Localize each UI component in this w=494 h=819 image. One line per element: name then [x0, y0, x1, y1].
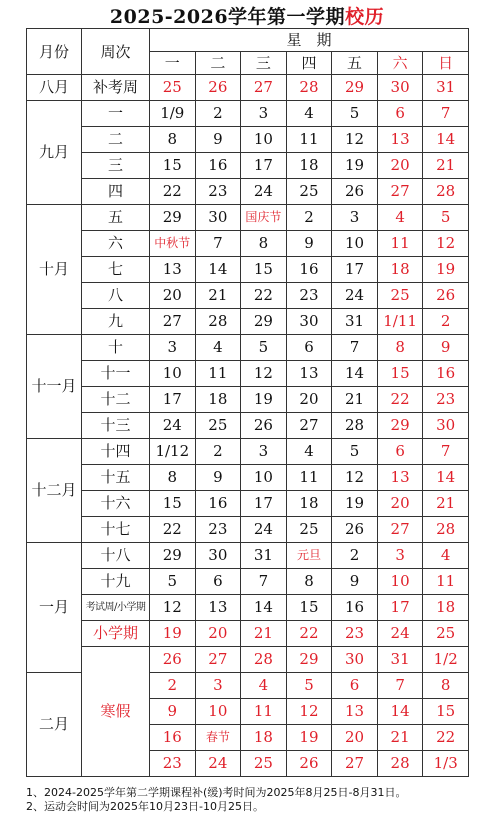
day-cell: 12	[286, 699, 332, 725]
day-cell: 1/12	[150, 439, 196, 465]
day-cell: 20	[377, 491, 423, 517]
day-cell: 20	[332, 725, 378, 751]
day-cell: 12	[332, 465, 378, 491]
week-row	[27, 101, 469, 127]
week-cell: 十七	[82, 517, 150, 543]
day-cell: 7	[423, 101, 469, 127]
day-cell: 24	[332, 283, 378, 309]
header-day: 五	[332, 52, 378, 75]
day-cell: 14	[332, 361, 378, 387]
day-cell: 20	[195, 621, 241, 647]
week-row	[27, 595, 469, 621]
week-row	[27, 465, 469, 491]
week-row	[27, 153, 469, 179]
day-cell: 中秋节	[150, 231, 196, 257]
day-cell: 26	[241, 413, 287, 439]
week-cell: 十三	[82, 413, 150, 439]
week-row	[27, 231, 469, 257]
week-row	[27, 621, 469, 647]
title-main: 2025-2026学年第一学期	[109, 6, 346, 28]
week-row	[27, 309, 469, 335]
footnote: 2、运动会时间为2025年10月23日-10月25日。	[26, 800, 264, 813]
day-cell: 12	[241, 361, 287, 387]
week-cell: 二	[82, 127, 150, 153]
day-cell: 12	[150, 595, 196, 621]
day-cell: 8	[150, 127, 196, 153]
day-cell: 5	[286, 673, 332, 699]
day-cell: 19	[332, 491, 378, 517]
day-cell: 1/3	[423, 751, 469, 777]
day-cell: 29	[286, 647, 332, 673]
header-month: 月份	[27, 29, 82, 75]
day-cell: 11	[377, 231, 423, 257]
day-cell: 6	[195, 569, 241, 595]
day-cell: 23	[195, 517, 241, 543]
day-cell: 20	[377, 153, 423, 179]
month-cell: 十二月	[27, 439, 82, 543]
day-cell: 11	[286, 465, 332, 491]
day-cell: 14	[241, 595, 287, 621]
day-cell: 13	[377, 127, 423, 153]
day-cell: 30	[195, 543, 241, 569]
week-row	[27, 517, 469, 543]
day-cell: 22	[150, 517, 196, 543]
day-cell: 3	[377, 543, 423, 569]
week-row	[27, 75, 469, 101]
day-cell: 16	[195, 153, 241, 179]
week-cell: 三	[82, 153, 150, 179]
footnote: 1、2024-2025学年第二学期课程补(缓)考时间为2025年8月25日-8月31日。	[26, 786, 407, 799]
day-cell: 30	[286, 309, 332, 335]
week-cell: 十八	[82, 543, 150, 569]
day-cell: 13	[332, 699, 378, 725]
week-cell: 十二	[82, 387, 150, 413]
month-cell: 二月	[27, 673, 82, 777]
day-cell: 13	[195, 595, 241, 621]
week-cell: 八	[82, 283, 150, 309]
day-cell: 7	[195, 231, 241, 257]
day-cell: 29	[150, 205, 196, 231]
day-cell: 14	[195, 257, 241, 283]
week-cell: 四	[82, 179, 150, 205]
day-cell: 25	[150, 75, 196, 101]
day-cell: 14	[377, 699, 423, 725]
week-cell: 七	[82, 257, 150, 283]
day-cell: 8	[150, 465, 196, 491]
day-cell: 9	[332, 569, 378, 595]
header-week: 周次	[82, 29, 150, 75]
day-cell: 22	[377, 387, 423, 413]
day-cell: 2	[150, 673, 196, 699]
day-cell: 25	[195, 413, 241, 439]
day-cell: 1/2	[423, 647, 469, 673]
day-cell: 3	[332, 205, 378, 231]
day-cell: 2	[195, 439, 241, 465]
month-cell: 十月	[27, 205, 82, 335]
day-cell: 28	[423, 517, 469, 543]
day-cell: 17	[150, 387, 196, 413]
day-cell: 2	[286, 205, 332, 231]
week-row	[27, 257, 469, 283]
day-cell: 30	[195, 205, 241, 231]
day-cell: 13	[150, 257, 196, 283]
day-cell: 28	[241, 647, 287, 673]
month-cell: 八月	[27, 75, 82, 101]
day-cell: 春节	[195, 725, 241, 751]
week-row	[27, 439, 469, 465]
day-cell: 4	[195, 335, 241, 361]
day-cell: 25	[377, 283, 423, 309]
day-cell: 3	[241, 101, 287, 127]
day-cell: 18	[286, 153, 332, 179]
day-cell: 6	[332, 673, 378, 699]
day-cell: 28	[423, 179, 469, 205]
day-cell: 9	[423, 335, 469, 361]
day-cell: 24	[195, 751, 241, 777]
week-row	[27, 647, 469, 673]
day-cell: 19	[150, 621, 196, 647]
day-cell: 21	[423, 491, 469, 517]
day-cell: 29	[241, 309, 287, 335]
header-row-1	[27, 29, 469, 52]
day-cell: 4	[286, 439, 332, 465]
header-day: 四	[286, 52, 332, 75]
day-cell: 23	[150, 751, 196, 777]
day-cell: 29	[332, 75, 378, 101]
day-cell: 27	[377, 517, 423, 543]
day-cell: 2	[332, 543, 378, 569]
header-weekday: 星 期	[150, 29, 469, 52]
header-day: 二	[195, 52, 241, 75]
page-title	[0, 2, 494, 29]
day-cell: 21	[332, 387, 378, 413]
day-cell: 18	[195, 387, 241, 413]
day-cell: 7	[332, 335, 378, 361]
day-cell: 30	[377, 75, 423, 101]
week-row	[27, 283, 469, 309]
day-cell: 8	[241, 231, 287, 257]
week-cell: 十九	[82, 569, 150, 595]
day-cell: 11	[423, 569, 469, 595]
day-cell: 26	[332, 179, 378, 205]
day-cell: 28	[332, 413, 378, 439]
week-row	[27, 205, 469, 231]
week-cell: 十四	[82, 439, 150, 465]
day-cell: 9	[286, 231, 332, 257]
day-cell: 17	[241, 153, 287, 179]
day-cell: 14	[423, 127, 469, 153]
day-cell: 9	[195, 465, 241, 491]
day-cell: 22	[286, 621, 332, 647]
day-cell: 17	[332, 257, 378, 283]
week-row	[27, 543, 469, 569]
day-cell: 7	[377, 673, 423, 699]
title-suffix: 校历	[345, 6, 385, 28]
day-cell: 2	[195, 101, 241, 127]
week-cell: 十五	[82, 465, 150, 491]
day-cell: 22	[241, 283, 287, 309]
footnotes	[26, 786, 407, 814]
day-cell: 23	[423, 387, 469, 413]
day-cell: 15	[377, 361, 423, 387]
day-cell: 27	[150, 309, 196, 335]
header-day: 日	[423, 52, 469, 75]
day-cell: 23	[286, 283, 332, 309]
day-cell: 24	[241, 517, 287, 543]
day-cell: 2	[423, 309, 469, 335]
day-cell: 5	[332, 439, 378, 465]
week-cell: 五	[82, 205, 150, 231]
day-cell: 16	[150, 725, 196, 751]
day-cell: 9	[150, 699, 196, 725]
day-cell: 10	[377, 569, 423, 595]
day-cell: 国庆节	[241, 205, 287, 231]
day-cell: 1/9	[150, 101, 196, 127]
day-cell: 10	[332, 231, 378, 257]
day-cell: 5	[332, 101, 378, 127]
day-cell: 13	[377, 465, 423, 491]
day-cell: 8	[286, 569, 332, 595]
day-cell: 31	[423, 75, 469, 101]
day-cell: 16	[286, 257, 332, 283]
week-row	[27, 361, 469, 387]
day-cell: 24	[150, 413, 196, 439]
header-day: 六	[377, 52, 423, 75]
day-cell: 26	[423, 283, 469, 309]
day-cell: 17	[241, 491, 287, 517]
day-cell: 18	[423, 595, 469, 621]
day-cell: 23	[195, 179, 241, 205]
day-cell: 18	[377, 257, 423, 283]
day-cell: 19	[423, 257, 469, 283]
day-cell: 9	[195, 127, 241, 153]
day-cell: 19	[241, 387, 287, 413]
day-cell: 7	[423, 439, 469, 465]
week-row	[27, 335, 469, 361]
week-cell: 九	[82, 309, 150, 335]
day-cell: 28	[286, 75, 332, 101]
day-cell: 4	[241, 673, 287, 699]
day-cell: 30	[332, 647, 378, 673]
day-cell: 13	[286, 361, 332, 387]
day-cell: 10	[241, 127, 287, 153]
day-cell: 31	[241, 543, 287, 569]
day-cell: 6	[377, 439, 423, 465]
week-cell: 考试周/小学期	[82, 595, 150, 621]
day-cell: 11	[286, 127, 332, 153]
day-cell: 15	[286, 595, 332, 621]
day-cell: 27	[332, 751, 378, 777]
day-cell: 14	[423, 465, 469, 491]
day-cell: 11	[195, 361, 241, 387]
day-cell: 27	[195, 647, 241, 673]
day-cell: 24	[241, 179, 287, 205]
week-row	[27, 387, 469, 413]
day-cell: 3	[241, 439, 287, 465]
day-cell: 4	[377, 205, 423, 231]
week-row	[27, 491, 469, 517]
day-cell: 25	[286, 517, 332, 543]
week-cell: 六	[82, 231, 150, 257]
day-cell: 25	[286, 179, 332, 205]
day-cell: 31	[377, 647, 423, 673]
day-cell: 29	[150, 543, 196, 569]
day-cell: 23	[332, 621, 378, 647]
day-cell: 21	[241, 621, 287, 647]
week-cell: 寒假	[82, 647, 150, 777]
day-cell: 21	[377, 725, 423, 751]
month-cell: 一月	[27, 543, 82, 673]
day-cell: 8	[377, 335, 423, 361]
day-cell: 元旦	[286, 543, 332, 569]
day-cell: 15	[423, 699, 469, 725]
day-cell: 10	[241, 465, 287, 491]
day-cell: 16	[332, 595, 378, 621]
day-cell: 31	[332, 309, 378, 335]
header-day: 一	[150, 52, 196, 75]
week-cell: 一	[82, 101, 150, 127]
day-cell: 20	[150, 283, 196, 309]
month-cell: 九月	[27, 101, 82, 205]
day-cell: 5	[423, 205, 469, 231]
day-cell: 15	[241, 257, 287, 283]
day-cell: 27	[286, 413, 332, 439]
week-cell: 十一	[82, 361, 150, 387]
week-row	[27, 179, 469, 205]
day-cell: 17	[377, 595, 423, 621]
day-cell: 22	[423, 725, 469, 751]
day-cell: 3	[195, 673, 241, 699]
day-cell: 18	[241, 725, 287, 751]
day-cell: 15	[150, 153, 196, 179]
calendar-table	[26, 28, 469, 777]
day-cell: 21	[423, 153, 469, 179]
day-cell: 16	[423, 361, 469, 387]
day-cell: 24	[377, 621, 423, 647]
day-cell: 19	[332, 153, 378, 179]
day-cell: 12	[332, 127, 378, 153]
month-cell: 十一月	[27, 335, 82, 439]
day-cell: 15	[150, 491, 196, 517]
day-cell: 8	[423, 673, 469, 699]
day-cell: 27	[377, 179, 423, 205]
day-cell: 25	[423, 621, 469, 647]
day-cell: 30	[423, 413, 469, 439]
week-cell: 补考周	[82, 75, 150, 101]
week-cell: 十	[82, 335, 150, 361]
week-row	[27, 569, 469, 595]
day-cell: 11	[241, 699, 287, 725]
day-cell: 28	[377, 751, 423, 777]
day-cell: 6	[377, 101, 423, 127]
day-cell: 10	[195, 699, 241, 725]
day-cell: 1/11	[377, 309, 423, 335]
day-cell: 26	[150, 647, 196, 673]
day-cell: 26	[195, 75, 241, 101]
day-cell: 20	[286, 387, 332, 413]
day-cell: 4	[423, 543, 469, 569]
day-cell: 22	[150, 179, 196, 205]
day-cell: 25	[241, 751, 287, 777]
day-cell: 19	[286, 725, 332, 751]
day-cell: 21	[195, 283, 241, 309]
day-cell: 4	[286, 101, 332, 127]
day-cell: 26	[286, 751, 332, 777]
week-cell: 小学期	[82, 621, 150, 647]
day-cell: 27	[241, 75, 287, 101]
day-cell: 26	[332, 517, 378, 543]
day-cell: 5	[150, 569, 196, 595]
day-cell: 3	[150, 335, 196, 361]
day-cell: 6	[286, 335, 332, 361]
week-cell: 十六	[82, 491, 150, 517]
day-cell: 18	[286, 491, 332, 517]
day-cell: 7	[241, 569, 287, 595]
day-cell: 10	[150, 361, 196, 387]
week-row	[27, 127, 469, 153]
day-cell: 5	[241, 335, 287, 361]
week-row	[27, 413, 469, 439]
day-cell: 16	[195, 491, 241, 517]
header-day: 三	[241, 52, 287, 75]
day-cell: 28	[195, 309, 241, 335]
day-cell: 12	[423, 231, 469, 257]
day-cell: 29	[377, 413, 423, 439]
